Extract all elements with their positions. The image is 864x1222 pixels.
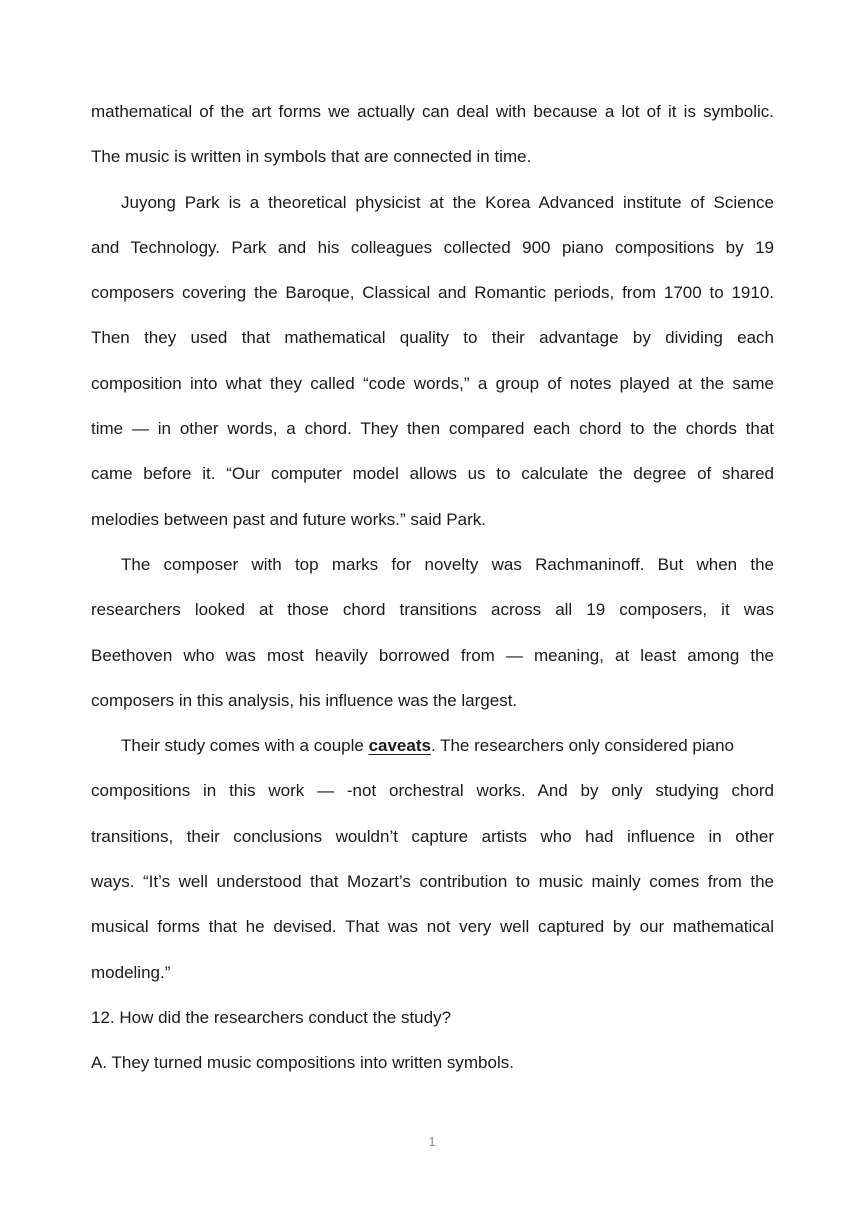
text-line: mathematical of the art forms we actually can deal with because a lot of it is symbolic.: [91, 102, 774, 121]
page-number: 1: [428, 1134, 436, 1149]
text-line: composers in this analysis, his influence was the largest.: [91, 690, 518, 710]
text-segment: Their study comes with a couple: [121, 736, 369, 756]
answer-option-a: A. They turned music compositions into written symbols.: [91, 1053, 514, 1073]
text-line: musical forms that he devised. That was not very well captured by our mathematical: [91, 917, 774, 937]
text-line: transitions, their conclusions wouldn’t capture artists who had influence in other: [91, 826, 774, 846]
text-line: came before it. “Our computer model allows us to calculate the degree of shared: [91, 464, 774, 484]
text-line: composers covering the Baroque, Classical and Romantic periods, from 1700 to 1910.: [91, 283, 774, 303]
text-line: melodies between past and future works.” said Park.: [91, 509, 486, 529]
text-line: researchers looked at those chord transitions across all 19 composers, it was: [91, 600, 774, 620]
text-line: modeling.”: [91, 962, 171, 982]
text-line: and Technology. Park and his colleagues collected 900 piano compositions by 19: [91, 237, 774, 257]
document-page: [91, 89, 774, 1086]
paragraph-start: Juyong Park is a theoretical physicist at the Korea Advanced institute of Science: [121, 192, 774, 212]
text-line: The music is written in symbols that are connected in time.: [91, 147, 532, 167]
text-line: composition into what they called “code words,” a group of notes played at the same: [91, 373, 774, 393]
text-line: ways. “It’s well understood that Mozart’s contribution to music mainly comes from the: [91, 872, 774, 892]
caveats-highlight: caveats: [368, 736, 431, 756]
text-line: time — in other words, a chord. They then compared each chord to the chords that: [91, 419, 774, 439]
text-segment: . The researchers only considered piano: [430, 736, 734, 756]
text-line: compositions in this work — -not orchestral works. And by only studying chord: [91, 781, 774, 801]
text-line: Beethoven who was most heavily borrowed from — meaning, at least among the: [91, 645, 774, 665]
paragraph-start: [91, 723, 774, 768]
question-text: 12. How did the researchers conduct the study?: [91, 1007, 452, 1027]
paragraph-start: The composer with top marks for novelty was Rachmaninoff. But when the: [121, 554, 774, 574]
text-line: Then they used that mathematical quality to their advantage by dividing each: [91, 328, 774, 348]
